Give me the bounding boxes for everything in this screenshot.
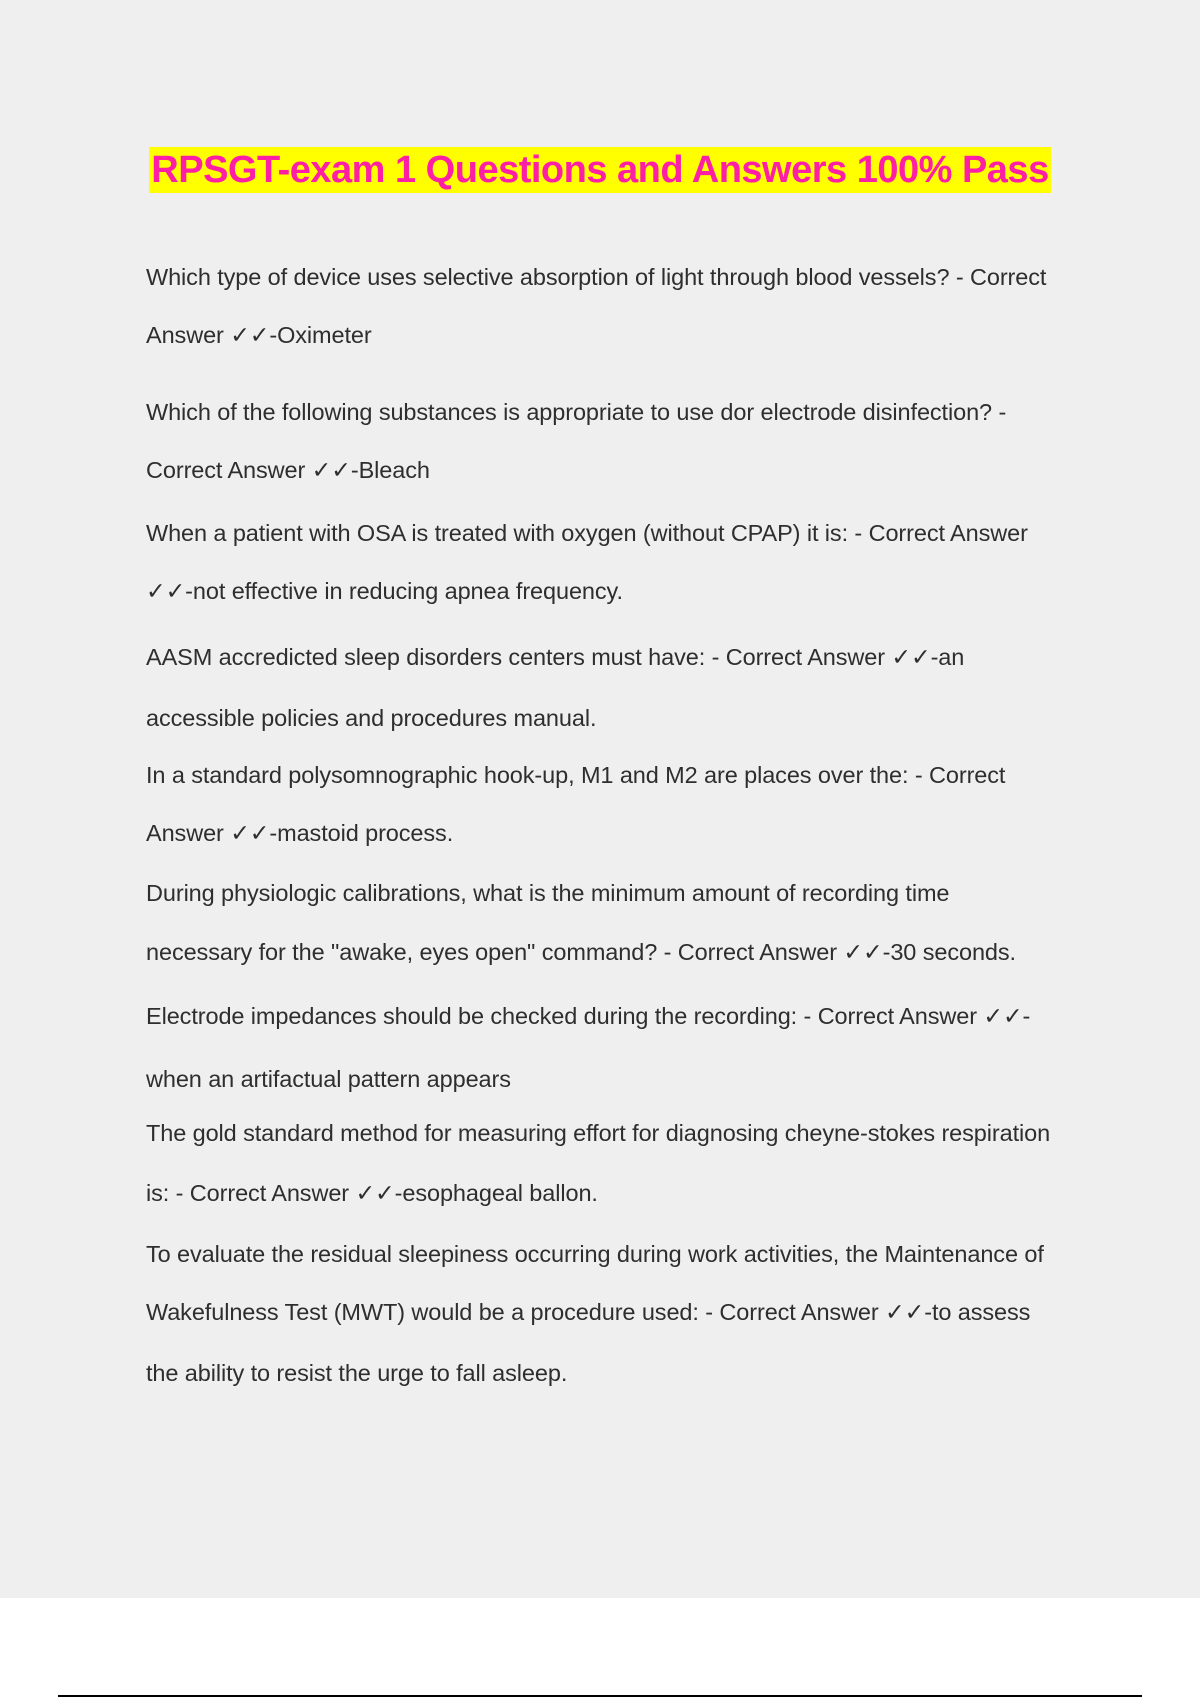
answer-line: Answer ✓✓-mastoid process. xyxy=(146,820,454,846)
answer-line: when an artifactual pattern appears xyxy=(146,1066,511,1092)
document-title: RPSGT-exam 1 Questions and Answers 100% Pass xyxy=(151,149,1049,191)
answer-line: is: - Correct Answer ✓✓-esophageal ballon. xyxy=(146,1180,598,1206)
question-line: During physiologic calibrations, what is the minimum amount of recording time xyxy=(146,880,950,906)
answer-line: Wakefulness Test (MWT) would be a procedure used: - Correct Answer ✓✓-to assess xyxy=(146,1299,1031,1325)
answer-line: necessary for the "awake, eyes open" command? - Correct Answer ✓✓-30 seconds. xyxy=(146,939,1016,965)
question-line: Which of the following substances is appropriate to use dor electrode disinfection? - xyxy=(146,399,1007,425)
answer-line: Correct Answer ✓✓-Bleach xyxy=(146,457,430,483)
answer-line: ✓✓-not effective in reducing apnea frequency. xyxy=(146,578,623,604)
footer-divider xyxy=(58,1695,1142,1697)
question-line: When a patient with OSA is treated with oxygen (without CPAP) it is: - Correct Answer xyxy=(146,520,1028,546)
answer-line: accessible policies and procedures manual. xyxy=(146,705,597,731)
question-line: In a standard polysomnographic hook-up, M1 and M2 are places over the: - Correct xyxy=(146,762,1006,788)
question-line: The gold standard method for measuring effort for diagnosing cheyne-stokes respiration xyxy=(146,1120,1051,1146)
title-container xyxy=(0,147,1200,193)
question-line: Electrode impedances should be checked during the recording: - Correct Answer ✓✓- xyxy=(146,1003,1031,1029)
question-line: To evaluate the residual sleepiness occurring during work activities, the Maintenance of xyxy=(146,1241,1044,1267)
question-line: AASM accredicted sleep disorders centers must have: - Correct Answer ✓✓-an xyxy=(146,644,965,670)
answer-line: Answer ✓✓-Oximeter xyxy=(146,322,372,348)
answer-line: the ability to resist the urge to fall asleep. xyxy=(146,1360,568,1386)
question-line: Which type of device uses selective absorption of light through blood vessels? - Correct xyxy=(146,264,1047,290)
